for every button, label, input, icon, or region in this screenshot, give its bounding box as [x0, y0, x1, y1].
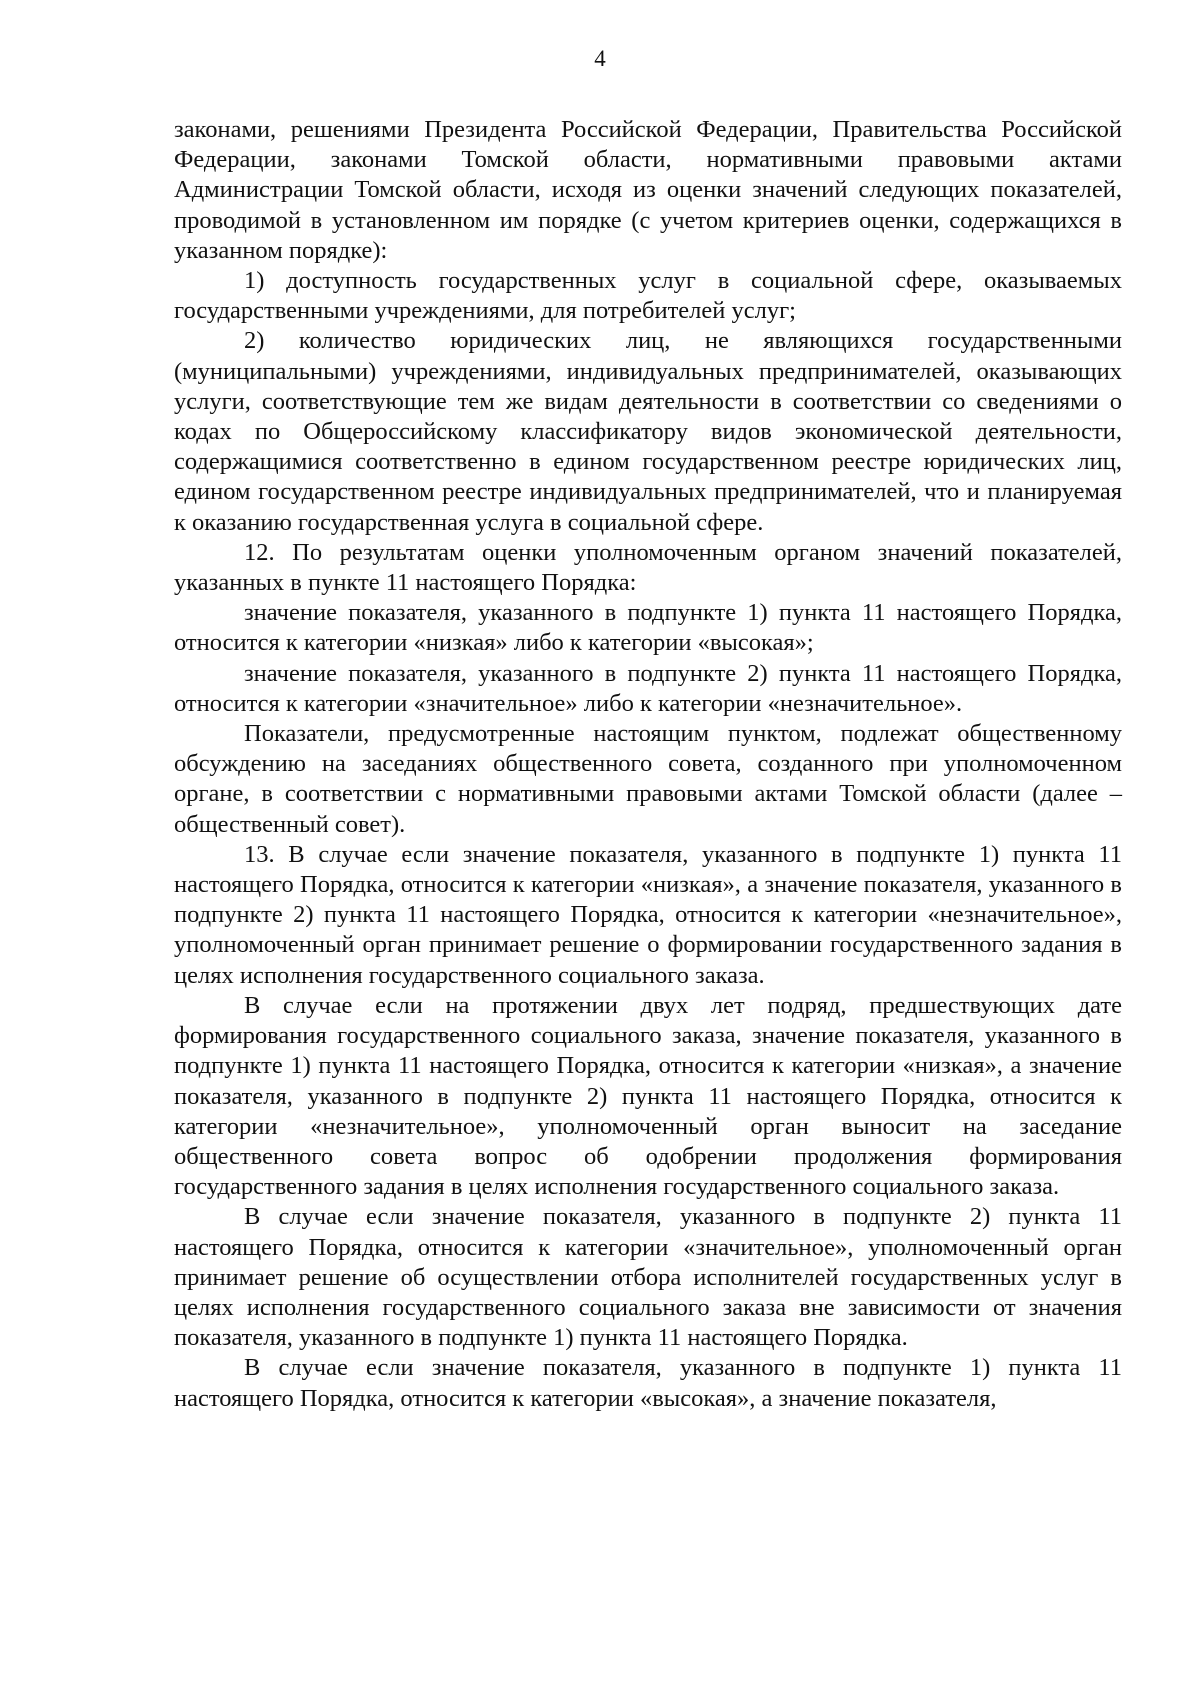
paragraph-clause-12-item-2: значение показателя, указанного в подпункте 2) пункта 11 настоящего Порядка, относится к категории «значительное» либо к категории «незначительное».	[174, 659, 1122, 717]
paragraph-clause-13: 13. В случае если значение показателя, указанного в подпункте 1) пункта 11 настоящего Порядка, относится к категории «низкая», а значение показателя, указанного в подпункте 2) пункта 11 настоящего Порядка, относится к категории «незначительное», уполномоченный орган принимает решение о формировании государственного задания в целях исполнения государственного социального заказа.	[174, 840, 1122, 989]
document-body	[174, 115, 1122, 1414]
paragraph-clause-12-item-1: значение показателя, указанного в подпункте 1) пункта 11 настоящего Порядка, относится к категории «низкая» либо к категории «высокая»;	[174, 599, 1122, 657]
paragraph-intro-continuation: законами, решениями Президента Российской Федерации, Правительства Российской Федерации, законами Томской области, нормативными правовыми актами Администрации Томской области, исходя из оценки значений следующих показателей, проводимой в установленном им порядке (с учетом критериев оценки, содержащихся в указанном порядке):	[174, 116, 1122, 264]
paragraph-clause-12: 12. По результатам оценки уполномоченным органом значений показателей, указанных в пункте 11 настоящего Порядка:	[174, 538, 1122, 597]
paragraph-public-discussion: Показатели, предусмотренные настоящим пунктом, подлежат общественному обсуждению на заседаниях общественного совета, созданного при уполномоченном органе, в соответствии с нормативными правовыми актами Томской области (далее – общественный совет).	[174, 720, 1122, 838]
paragraph-indicator-1: 1) доступность государственных услуг в социальной сфере, оказываемых государственными учреждениями, для потребителей услуг;	[174, 267, 1122, 325]
paragraph-clause-13-significant: В случае если значение показателя, указанного в подпункте 2) пункта 11 настоящего Порядка, относится к категории «значительное», уполномоченный орган принимает решение об осуществлении отбора исполнителей государственных услуг в целях исполнения государственного социального заказа вне зависимости от значения показателя, указанного в подпункте 1) пункта 11 настоящего Порядка.	[174, 1203, 1122, 1352]
paragraph-clause-13-high: В случае если значение показателя, указанного в подпункте 1) пункта 11 настоящего Порядка, относится к категории «высокая», а значение показателя,	[174, 1354, 1122, 1412]
paragraph-indicator-2: 2) количество юридических лиц, не являющихся государственными (муниципальными) учреждениями, индивидуальных предпринимателей, оказывающих услуги, соответствующие тем же видам деятельности в соответствии со сведениями о кодах по Общероссийскому классификатору видов экономической деятельности, содержащимися соответственно в едином государственном реестре юридических лиц, едином государственном реестре индивидуальных предпринимателей, что и планируемая к оказанию государственная услуга в социальной сфере.	[174, 327, 1122, 536]
paragraph-clause-13-two-years: В случае если на протяжении двух лет подряд, предшествующих дате формирования государственного социального заказа, значение показателя, указанного в подпункте 1) пункта 11 настоящего Порядка, относится к категории «низкая», а значение показателя, указанного в подпункте 2) пункта 11 настоящего Порядка, относится к категории «незначительное», уполномоченный орган выносит на заседание общественного совета вопрос об одобрении продолжения формирования государственного задания в целях исполнения государственного социального заказа.	[174, 991, 1122, 1201]
page-number: 4	[594, 46, 606, 71]
